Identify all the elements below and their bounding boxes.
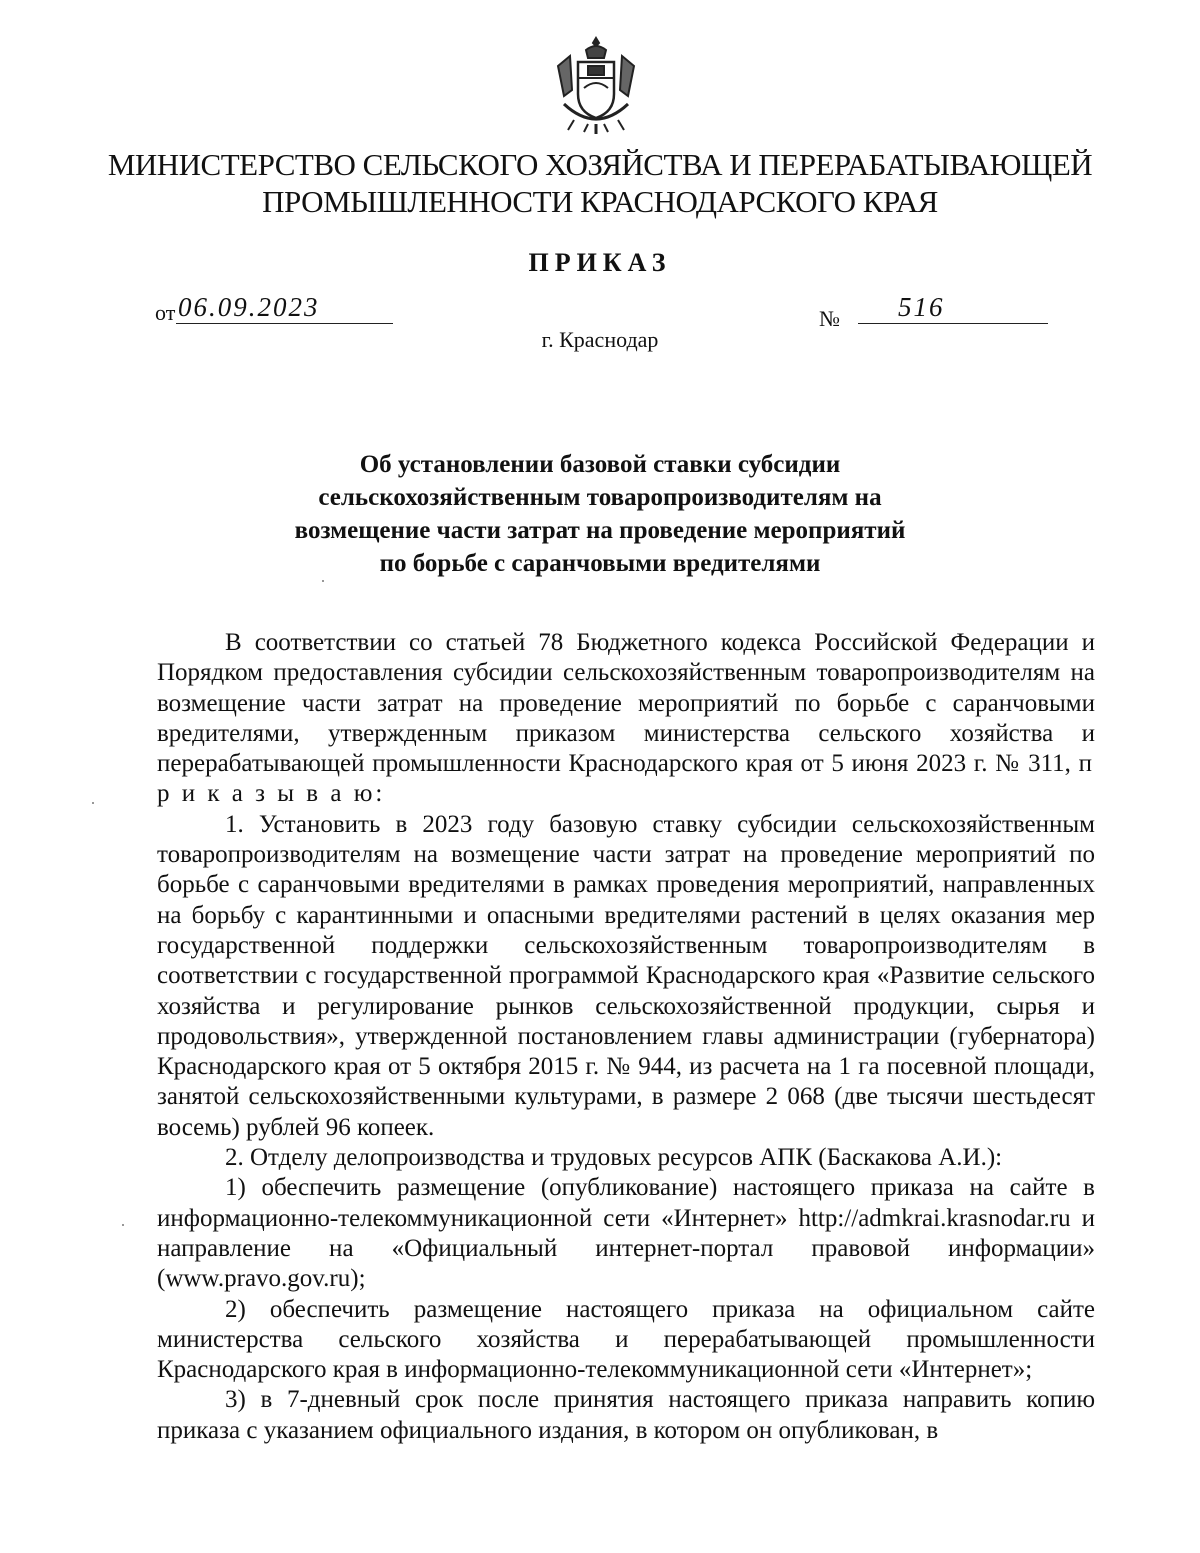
title-line-3: возмещение части затрат на проведение мероприятий	[294, 517, 906, 544]
title-line-1: Об установлении базовой ставки субсидии	[359, 451, 841, 478]
coat-of-arms-emblem	[548, 36, 644, 136]
document-body	[157, 628, 1095, 1446]
document-title	[0, 448, 1200, 580]
item-2-2: 2) обеспечить размещение настоящего приказа на официальном сайте министерства сельского хозяйства и перерабатывающей промышленности Краснодарского края в информационно-телекоммуникационной сети «Интернет»;	[157, 1295, 1095, 1384]
scan-speck	[322, 580, 324, 582]
number-value: 516	[858, 292, 1048, 324]
title-line-2: сельскохозяйственным товаропроизводителям на	[318, 484, 882, 511]
date-value: 06.09.2023	[176, 292, 393, 324]
item-2: 2. Отделу делопроизводства и трудовых ресурсов АПК (Баскакова А.И.):	[225, 1144, 1003, 1172]
item-2-3: 3) в 7-дневный срок после принятия настоящего приказа направить копию приказа с указанием официального издания, в котором он опубликован, в	[157, 1386, 1095, 1444]
ministry-line-1: МИНИСТЕРСТВО СЕЛЬСКОГО ХОЗЯЙСТВА И ПЕРЕРАБАТЫВАЮЩЕЙ	[107, 147, 1093, 182]
number-label: №	[819, 306, 840, 331]
ministry-name	[0, 146, 1200, 220]
city: г. Краснодар	[541, 327, 659, 352]
date-label: от	[155, 300, 176, 325]
item-1: 1. Установить в 2023 году базовую ставку субсидии сельскохозяйственным товаропроизводителям на возмещение части затрат на проведение мероприятий по борьбе с саранчовыми вредителями в рамках проведения мероприятий, направленных на борьбу с карантинными и опасными вредителями растений в целях оказания мер государственной поддержки сельскохозяйственным товаропроизводителям в соответствии с государственной программой Краснодарского края «Развитие сельского хозяйства и регулирование рынков сельскохозяйственной продукции, сырья и продовольствия», утвержденной постановлением главы администрации (губернатора) Краснодарского края от 5 октября 2015 г. № 944, из расчета на 1 га посевной площади, занятой сельскохозяйственными культурами, в размере 2 068 (две тысячи шестьдесят восемь) рублей 96 копеек.	[157, 810, 1095, 1141]
preamble-text: В соответствии со статьей 78 Бюджетного кодекса Российской Федерации и Порядком предоставления субсидии сельскохозяйственным товаропроизводителям на возмещение части затрат на проведение мероприятий по борьбе с саранчовыми вредителями, утвержденным приказом министерства сельского хозяйства и перерабатывающей промышленности Краснодарского края от 5 июня 2023 г. № 311,	[157, 629, 1095, 778]
title-line-4: по борьбе с саранчовыми вредителями	[379, 550, 821, 577]
ministry-line-2: ПРОМЫШЛЕННОСТИ КРАСНОДАРСКОГО КРАЯ	[262, 184, 938, 219]
document-type: ПРИКАЗ	[528, 248, 672, 277]
preamble-paragraph	[157, 628, 1095, 810]
item-2-1: 1) обеспечить размещение (опубликование) настоящего приказа на сайте в информационно-телекоммуникационной сети «Интернет» http://admkrai.krasnodar.ru и направление на «Официальный интернет-портал правовой информации» (www.pravo.gov.ru);	[157, 1174, 1095, 1293]
scan-speck	[122, 1224, 124, 1226]
scan-speck	[92, 802, 94, 804]
orders-word: п р и к а з ы в а ю:	[157, 750, 1096, 808]
